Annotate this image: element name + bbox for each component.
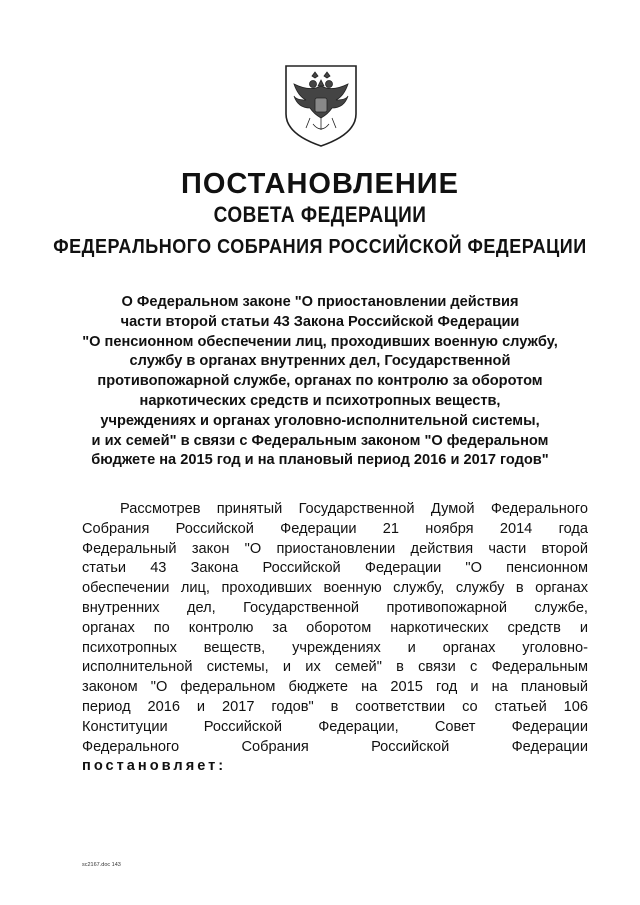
coat-of-arms-emblem	[280, 62, 362, 148]
issuer-line-1: СОВЕТА ФЕДЕРАЦИИ	[213, 203, 427, 228]
body-line: психотропных веществ, учреждениях и органах уголовно-	[82, 639, 588, 656]
body-line: статьи 43 Закона Российской Федерации "О пенсионном	[82, 560, 588, 577]
heading-line: противопожарной службе, органах по контролю за оборотом	[97, 373, 543, 390]
heading-line: и их семей" в связи с Федеральным законом "О федеральном	[91, 432, 549, 449]
body-line: законом "О федеральном бюджете на 2015 год и на плановый	[82, 679, 588, 696]
body-line: Конституции Российской Федерации, Совет Федерации	[82, 718, 588, 735]
heading-line: части второй статьи 43 Закона Российской Федерации	[120, 313, 520, 330]
heading-line: "О пенсионном обеспечении лиц, проходивших военную службу,	[82, 333, 558, 350]
resolution-heading	[70, 293, 570, 471]
body-line: исполнительной системы, и их семей" в связи с Федеральным	[82, 659, 588, 676]
heading-line: учреждениях и органах уголовно-исполнительной системы,	[100, 412, 540, 429]
heading-line: бюджете на 2015 год и на плановый период 2016 и 2017 годов"	[91, 452, 549, 469]
body-line: Собрания Российской Федерации 21 ноября 2014 года	[82, 520, 588, 537]
body-line: органах по контролю за оборотом наркотических средств и	[82, 619, 588, 636]
issuer-line-2: ФЕДЕРАЛЬНОГО СОБРАНИЯ РОССИЙСКОЙ ФЕДЕРАЦИИ	[53, 234, 587, 258]
body-line: Рассмотрев принятый Государственной Думой Федерального	[120, 501, 588, 517]
body-line: Федерального Собрания Российской Федерации	[82, 738, 588, 755]
heading-line: службу в органах внутренних дел, Государственной	[129, 353, 511, 370]
heading-line: О Федеральном законе "О приостановлении действия	[121, 294, 519, 310]
body-line: внутренних дел, Государственной противопожарной службе,	[82, 599, 588, 616]
footer-file-code: sc2167.doc 143	[82, 862, 121, 868]
body-line: период 2016 и 2017 годов" в соответствии со статьей 106	[82, 698, 588, 715]
resolution-body	[82, 500, 588, 777]
document-title: ПОСТАНОВЛЕНИЕ	[181, 168, 459, 200]
body-line: обеспечении лиц, проходивших военную службу, службу в органах	[82, 580, 588, 597]
decree-word: постановляет:	[82, 758, 227, 775]
body-line: Федеральный закон "О приостановлении действия части второй	[82, 540, 588, 557]
heading-line: наркотических средств и психотропных веществ,	[139, 392, 501, 409]
